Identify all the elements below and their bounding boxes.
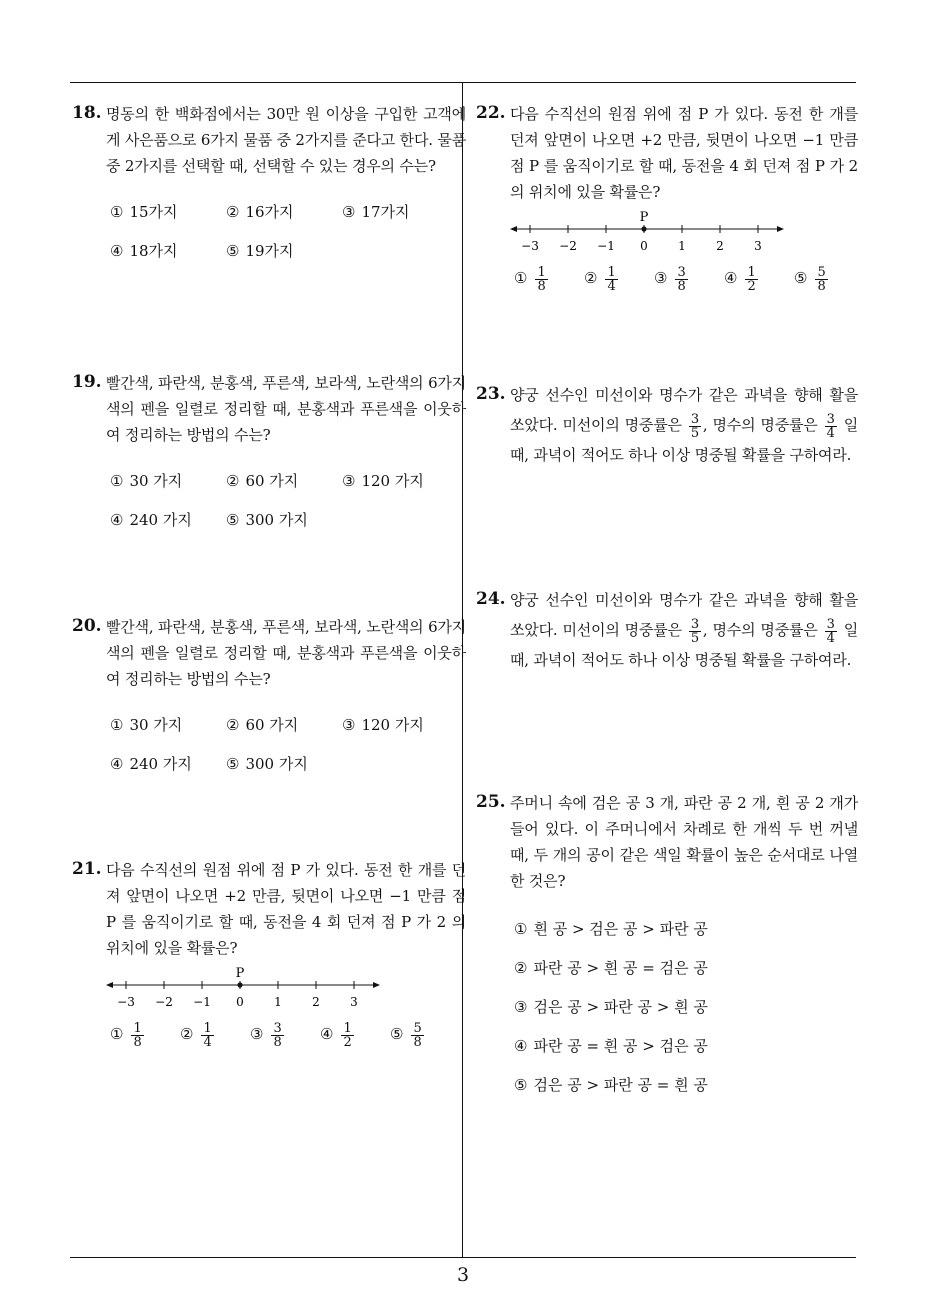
question-25 xyxy=(476,790,858,1111)
option-5[interactable]: ⑤ $\frac{5}{8}$ xyxy=(390,1020,422,1050)
option-3[interactable]: ③ 17가지 xyxy=(342,203,410,221)
option-3[interactable]: ③ 120 가지 xyxy=(342,472,424,490)
question-number: 25. xyxy=(476,792,506,812)
question-number: 18. xyxy=(72,103,102,123)
tick-label: 2 xyxy=(716,239,724,253)
option-3[interactable]: ③ 검은 공 > 파란 공 > 흰 공 xyxy=(514,998,708,1016)
option-5[interactable]: ⑤ 19가지 xyxy=(226,242,294,260)
question-number: 24. xyxy=(476,589,506,609)
question-number: 22. xyxy=(476,103,506,123)
option-2[interactable]: ② 16가지 xyxy=(226,203,294,221)
point-p xyxy=(237,982,242,987)
bottom-rule xyxy=(70,1257,856,1258)
option-5[interactable]: ⑤ 검은 공 > 파란 공 = 흰 공 xyxy=(514,1076,708,1094)
question-19 xyxy=(72,370,466,548)
option-4[interactable]: ④ $\frac{1}{2}$ xyxy=(724,264,756,294)
question-21 xyxy=(72,857,466,1061)
tick-label: −3 xyxy=(117,995,135,1009)
number-line xyxy=(510,209,786,255)
option-2[interactable]: ② $\frac{1}{4}$ xyxy=(180,1020,212,1050)
tick-label: 3 xyxy=(350,995,358,1009)
question-stem: 빨간색, 파란색, 분홍색, 푸른색, 보라색, 노란색의 6가지 색의 펜을 일렬로 정리할 때, 분홍색과 푸른색을 이웃하여 정리하는 방법의 수는? xyxy=(106,374,466,444)
option-1[interactable]: ① 15가지 xyxy=(110,203,178,221)
point-p xyxy=(641,226,646,231)
top-rule xyxy=(70,82,856,83)
question-stem: 양궁 선수인 미선이와 명수가 같은 과녁을 향해 활을 쏘았다. 미선이의 명중률은 $\frac{3}{5}$ , 명수의 명중률은 $\frac{3}{4}$ 일 때, 과녁이 적어도 하나 이상 명중될 확률을 구하여라. xyxy=(510,386,858,464)
tick-label: −2 xyxy=(559,239,577,253)
option-2[interactable]: ② 60 가지 xyxy=(226,716,299,734)
page-number: 3 xyxy=(456,1264,470,1286)
number-line xyxy=(106,965,382,1011)
option-4[interactable]: ④ $\frac{1}{2}$ xyxy=(320,1020,352,1050)
tick-label: 2 xyxy=(312,995,320,1009)
fraction: $\frac{3}{4}$ xyxy=(826,616,835,646)
option-1[interactable]: ① $\frac{1}{8}$ xyxy=(110,1020,142,1050)
option-1[interactable]: ① 흰 공 > 검은 공 > 파란 공 xyxy=(514,920,708,938)
option-3[interactable]: ③ 120 가지 xyxy=(342,716,424,734)
answer-options xyxy=(510,265,858,305)
option-1[interactable]: ① 30 가지 xyxy=(110,472,183,490)
question-stem: 주머니 속에 검은 공 3 개, 파란 공 2 개, 흰 공 2 개가 들어 있다. 이 주머니에서 차례로 한 개씩 두 번 꺼낼 때, 두 개의 공이 같은 색일 확률이 높은 순서대로 나열한 것은? xyxy=(510,794,858,890)
tick-label: −3 xyxy=(521,239,539,253)
tick-label: −1 xyxy=(597,239,615,253)
option-4[interactable]: ④ 18가지 xyxy=(110,242,178,260)
option-5[interactable]: ⑤ $\frac{5}{8}$ xyxy=(794,264,826,294)
question-stem: 양궁 선수인 미선이와 명수가 같은 과녁을 향해 활을 쏘았다. 미선이의 명중률은 $\frac{3}{5}$ , 명수의 명중률은 $\frac{3}{4}$ 일 때, 과녁이 적어도 하나 이상 명중될 확률을 구하여라. xyxy=(510,591,858,669)
number-line-figure xyxy=(510,209,786,255)
question-23 xyxy=(476,380,858,470)
question-number: 21. xyxy=(72,859,102,879)
question-stem: 다음 수직선의 원점 위에 점 P 가 있다. 동전 한 개를 던져 앞면이 나오면 +2 만큼, 뒷면이 나오면 −1 만큼 점 P 를 움직이기로 할 때, 동전을 4 회 던져 점 P 가 2 의 위치에 있을 확률은? xyxy=(510,105,858,201)
option-2[interactable]: ② $\frac{1}{4}$ xyxy=(584,264,616,294)
question-20 xyxy=(72,614,466,792)
point-label: P xyxy=(235,966,245,981)
fraction: $\frac{3}{5}$ xyxy=(690,411,699,441)
answer-options xyxy=(106,712,466,792)
tick-label: 1 xyxy=(678,239,686,253)
answer-options xyxy=(106,468,466,548)
option-1[interactable]: ① $\frac{1}{8}$ xyxy=(514,264,546,294)
option-3[interactable]: ③ $\frac{3}{8}$ xyxy=(250,1020,282,1050)
question-stem: 빨간색, 파란색, 분홍색, 푸른색, 보라색, 노란색의 6가지 색의 펜을 일렬로 정리할 때, 분홍색과 푸른색을 이웃하여 정리하는 방법의 수는? xyxy=(106,618,466,688)
option-2[interactable]: ② 파란 공 > 흰 공 = 검은 공 xyxy=(514,959,708,977)
option-2[interactable]: ② 60 가지 xyxy=(226,472,299,490)
question-number: 20. xyxy=(72,616,102,636)
option-4[interactable]: ④ 240 가지 xyxy=(110,755,192,773)
fraction: $\frac{3}{4}$ xyxy=(826,411,835,441)
fraction: $\frac{3}{5}$ xyxy=(690,616,699,646)
tick-label: −2 xyxy=(155,995,173,1009)
question-stem: 명동의 한 백화점에서는 30만 원 이상을 구입한 고객에게 사은품으로 6가지 물품 중 2가지를 준다고 한다. 물품 중 2가지를 선택할 때, 선택할 수 있는 경우의 수는? xyxy=(106,105,466,175)
tick-label: 0 xyxy=(640,239,648,253)
tick-label: −1 xyxy=(193,995,211,1009)
answer-options xyxy=(510,916,858,1111)
option-4[interactable]: ④ 240 가지 xyxy=(110,511,192,529)
option-3[interactable]: ③ $\frac{3}{8}$ xyxy=(654,264,686,294)
answer-options xyxy=(106,1021,466,1061)
tick-label: 1 xyxy=(274,995,282,1009)
point-label: P xyxy=(639,210,649,225)
question-number: 19. xyxy=(72,372,102,392)
option-4[interactable]: ④ 파란 공 = 흰 공 > 검은 공 xyxy=(514,1037,708,1055)
tick-label: 0 xyxy=(236,995,244,1009)
answer-options xyxy=(106,199,466,279)
question-stem: 다음 수직선의 원점 위에 점 P 가 있다. 동전 한 개를 던져 앞면이 나오면 +2 만큼, 뒷면이 나오면 −1 만큼 점 P 를 움직이기로 할 때, 동전을 4 회 던져 점 P 가 2 의 위치에 있을 확률은? xyxy=(106,861,466,957)
question-24 xyxy=(476,585,858,675)
question-number: 23. xyxy=(476,384,506,404)
tick-label: 3 xyxy=(754,239,762,253)
option-5[interactable]: ⑤ 300 가지 xyxy=(226,755,308,773)
question-18 xyxy=(72,101,466,279)
question-22 xyxy=(476,101,858,305)
number-line-figure xyxy=(106,965,382,1011)
option-1[interactable]: ① 30 가지 xyxy=(110,716,183,734)
option-5[interactable]: ⑤ 300 가지 xyxy=(226,511,308,529)
